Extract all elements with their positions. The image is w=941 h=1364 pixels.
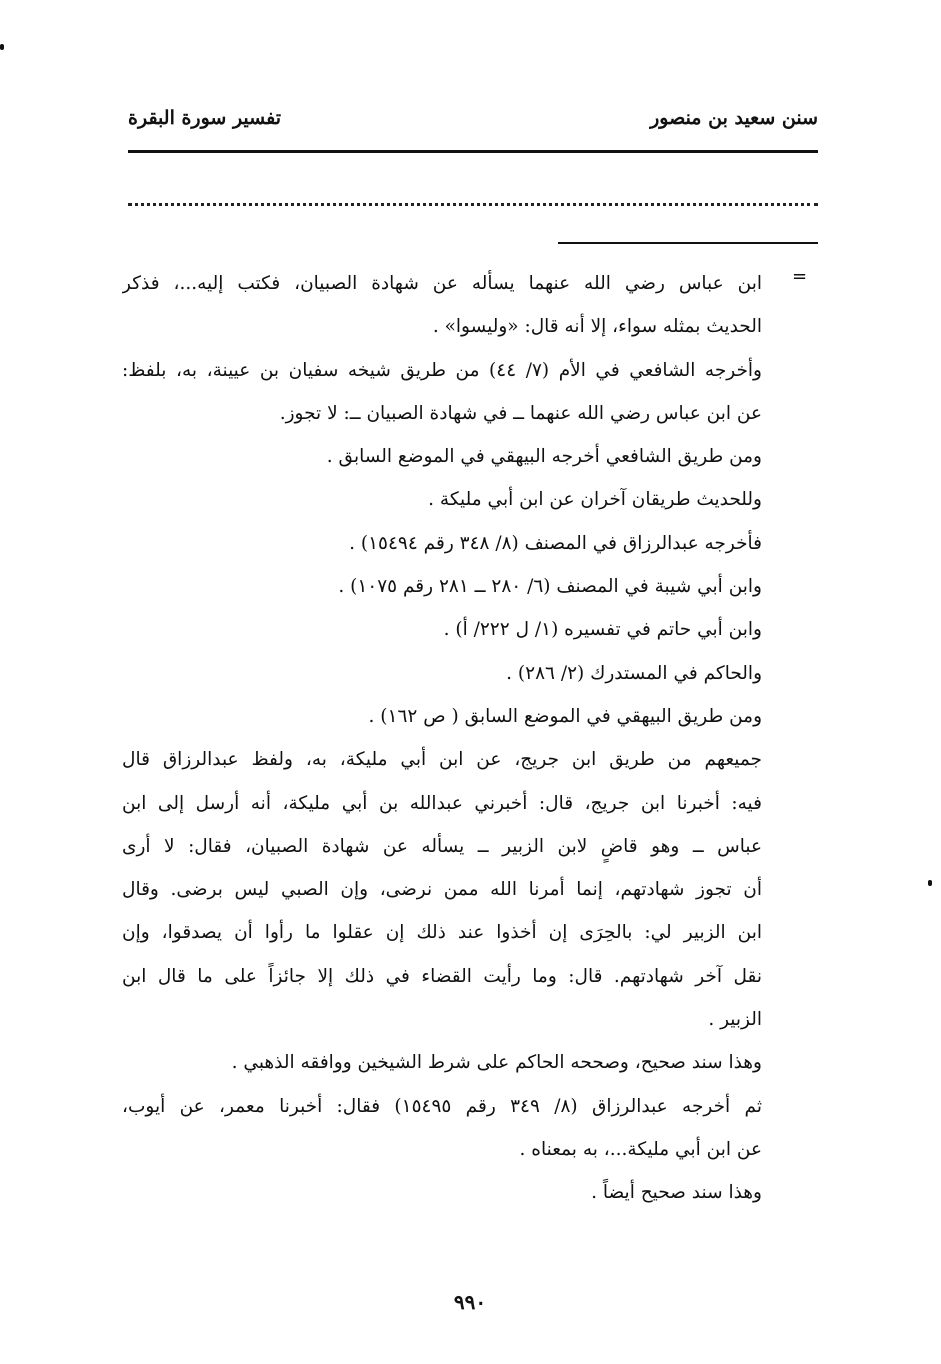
footnote-rule: [558, 242, 818, 244]
text-line: فأخرجه عبدالرزاق في المصنف (٨/ ٣٤٨ رقم ١٥٤٩٤) .: [349, 532, 762, 554]
text-line: ثم أخرجه عبدالرزاق (٨/ ٣٤٩ رقم ١٥٤٩٥) فقال: أخبرنا معمر، عن أيوب،: [122, 1095, 762, 1117]
text-line: أن تجوز شهادتهم، إنما أمرنا الله ممن نرضى، وإن الصبي ليس برضى. وقال: [122, 879, 762, 901]
margin-speck: [928, 880, 932, 886]
text-line: ابن عباس رضي الله عنهما يسأله عن شهادة الصبيان، فكتب إليه...، فذكر: [122, 273, 762, 294]
text-line: نقل آخر شهادتهم. قال: وما رأيت القضاء في ذلك إلا جائزاً على ما قال ابن: [122, 965, 762, 987]
text-line: الحديث بمثله سواء، إلا أنه قال: «وليسوا» .: [432, 316, 762, 338]
text-line: وللحديث طريقان آخران عن ابن أبي مليكة .: [428, 489, 762, 511]
text-line: ومن طريق الشافعي أخرجه البيهقي في الموضع السابق .: [326, 446, 762, 468]
running-header: [128, 100, 818, 136]
text-line: الزبير .: [708, 1009, 762, 1031]
chapter-title: تفسير سورة البقرة: [128, 107, 282, 129]
text-line: وهذا سند صحيح، وصححه الحاكم على شرط الشيخين ووافقه الذهبي .: [231, 1052, 762, 1074]
text-line: ومن طريق البيهقي في الموضع السابق ( ص ١٦٢) .: [368, 705, 762, 727]
text-line: وأخرجه الشافعي في الأم (٧/ ٤٤) من طريق شيخه سفيان بن عيينة، به، بلفظ:: [122, 359, 762, 381]
header-rule: [128, 150, 818, 153]
footnote-text: [122, 262, 762, 1215]
text-line: وابن أبي شيبة في المصنف (٦/ ٢٨٠ ــ ٢٨١ رقم ١٠٧٥) .: [338, 576, 762, 598]
text-line: جميعهم من طريق ابن جريج، عن ابن أبي مليكة، به، ولفظ عبدالرزاق قال: [122, 749, 762, 771]
margin-speck: [0, 44, 4, 50]
book-title: سنن سعيد بن منصور: [650, 107, 818, 129]
text-line: والحاكم في المستدرك (٢/ ٢٨٦) .: [506, 662, 762, 684]
dotted-separator: [128, 203, 818, 206]
footnote-continuation-mark: =: [792, 266, 808, 287]
text-line: فيه: أخبرنا ابن جريج، قال: أخبرني عبدالله بن أبي مليكة، أنه أرسل إلى ابن: [122, 792, 762, 814]
text-line: عباس ــ وهو قاضٍ لابن الزبير ــ يسأله عن شهادة الصبيان، فقال: لا أرى: [122, 835, 762, 857]
page-number: ٩٩٠: [453, 1290, 487, 1314]
text-line: ابن الزبير لي: بالحِرَى إن أخذوا عند ذلك إن عقلوا ما رأوا أن يصدقوا، وإن: [122, 922, 762, 944]
text-line: عن ابن عباس رضي الله عنهما ــ في شهادة الصبيان ــ: لا تجوز.: [279, 402, 762, 424]
text-line: وابن أبي حاتم في تفسيره (١/ ل ٢٢٢/ أ) .: [443, 619, 762, 641]
text-line: وهذا سند صحيح أيضاً .: [591, 1182, 762, 1204]
text-line: عن ابن أبي مليكة...، به بمعناه .: [519, 1138, 762, 1160]
